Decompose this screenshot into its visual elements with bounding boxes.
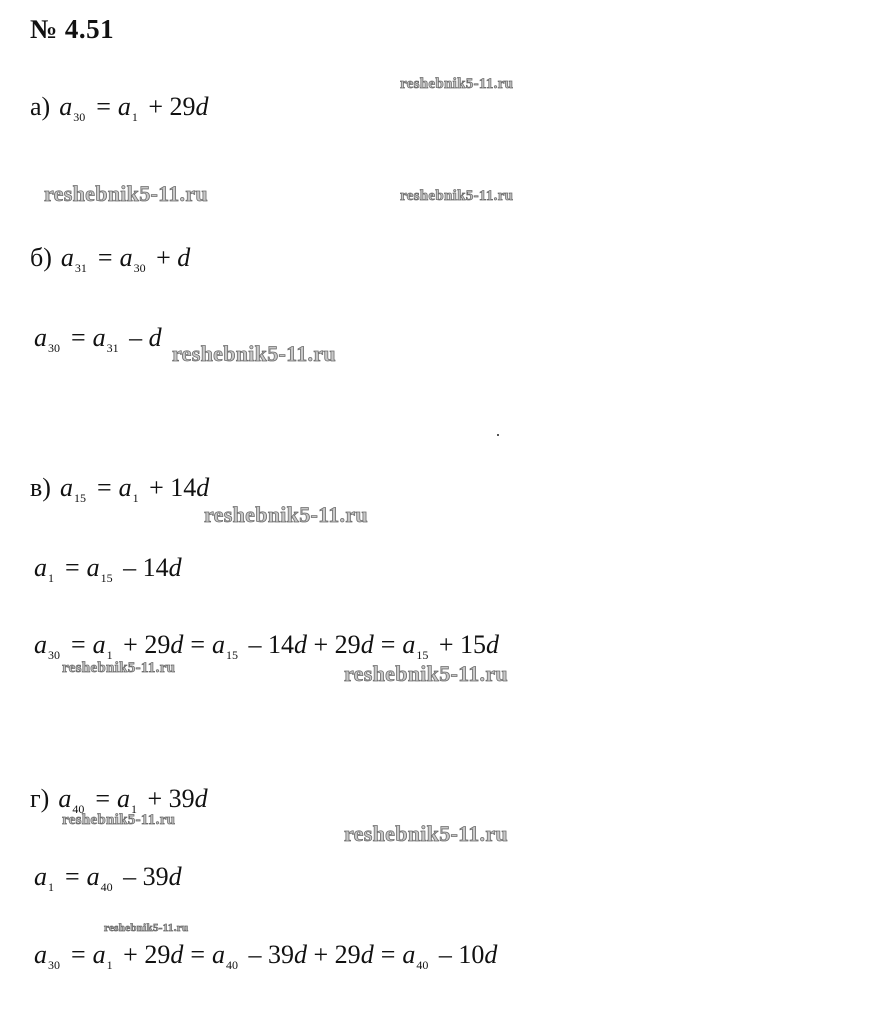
part-g-equation-2: $a_1 = a_{40} - 39d$ xyxy=(34,862,182,894)
watermark: reshebnik5-11.ru xyxy=(62,660,176,676)
part-b-equation-1: б) $a_{31} = a_{30} + d$ xyxy=(30,243,191,275)
watermark: reshebnik5-11.ru xyxy=(44,181,208,206)
part-b-equation-2: $a_{30} = a_{31} - d$ xyxy=(34,323,162,355)
part-v-equation-2: $a_1 = a_{15} - 14d$ xyxy=(34,553,182,585)
stray-dot xyxy=(497,434,499,436)
part-a-equation-1: а) $a_{30} = a_1 + 29d$ xyxy=(30,92,209,124)
part-g-label: г) xyxy=(30,784,50,813)
watermark: reshebnik5-11.ru xyxy=(400,76,514,92)
watermark: reshebnik5-11.ru xyxy=(62,812,176,828)
part-v-equation-1: в) $a_{15} = a_1 + 14d$ xyxy=(30,473,210,505)
watermark: reshebnik5-11.ru xyxy=(344,661,508,686)
part-g-equation-3: $a_{30} = a_1 + 29d = a_{40} - 39d + 29d = a_{40} - 10d$ xyxy=(34,940,498,972)
watermark: reshebnik5-11.ru xyxy=(344,821,508,846)
part-v-label: в) xyxy=(30,473,51,502)
watermark: reshebnik5-11.ru xyxy=(400,188,514,204)
part-v-equation-3: $a_{30} = a_1 + 29d = a_{15} - 14d + 29d = a_{15} + 15d$ xyxy=(34,630,500,662)
part-a-label: а) xyxy=(30,92,51,121)
part-g-equation-1: г) $a_{40} = a_1 + 39d$ xyxy=(30,784,208,816)
problem-number: № 4.51 xyxy=(30,14,115,44)
watermark: reshebnik5-11.ru xyxy=(204,502,368,527)
watermark: reshebnik5-11.ru xyxy=(104,922,189,934)
part-b-label: б) xyxy=(30,243,52,272)
watermark: reshebnik5-11.ru xyxy=(172,341,336,366)
